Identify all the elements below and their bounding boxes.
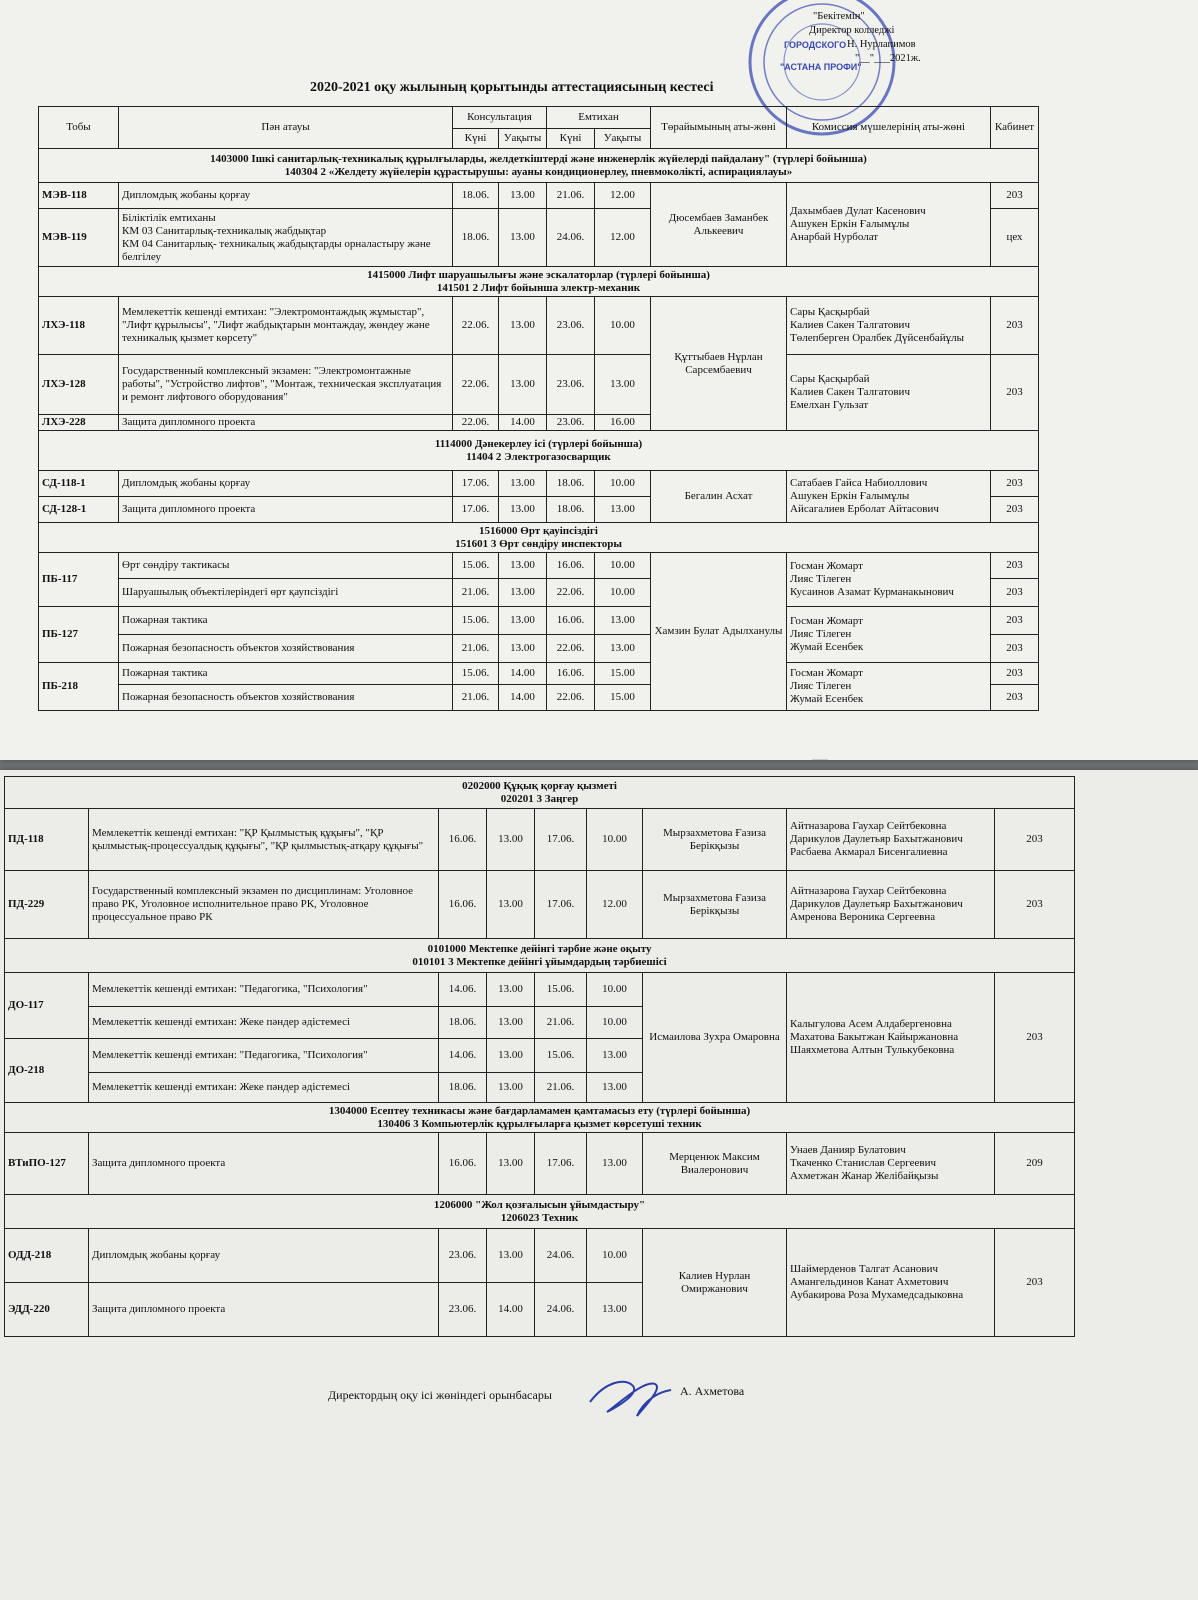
cons-day-cell: 18.06. bbox=[453, 209, 499, 267]
subject-cell: Защита дипломного проекта bbox=[119, 415, 453, 431]
approval-line-3: Н. Нурлапимов bbox=[847, 39, 916, 50]
commission-cell bbox=[787, 297, 991, 355]
exam-time-cell: 12.00 bbox=[595, 209, 651, 267]
stamp-text-1: "АСТАНА ПРОФИ" bbox=[780, 62, 862, 72]
exam-day-cell: 24.06. bbox=[535, 1283, 587, 1337]
group-cell: ВТиПО-127 bbox=[5, 1133, 89, 1195]
section-line: 1516000 Өрт қауіпсіздігі bbox=[479, 524, 598, 537]
commission-member: Ткаченко Станислав Сергеевич bbox=[790, 1157, 936, 1169]
commission-member: Жумай Есенбек bbox=[790, 641, 864, 653]
commission-member: Жумай Есенбек bbox=[790, 693, 864, 705]
schedule-table-2 bbox=[4, 776, 1075, 1337]
footer-name: А. Ахметова bbox=[680, 1384, 745, 1398]
section-line: 1206000 "Жол қозғалысын ұйымдастыру" bbox=[433, 1198, 646, 1211]
exam-time-cell: 13.00 bbox=[587, 1133, 643, 1195]
cabinet-cell: 203 bbox=[991, 579, 1039, 607]
exam-day-cell: 21.06. bbox=[547, 183, 595, 209]
subject-cell: Дипломдық жобаны қорғау bbox=[119, 183, 453, 209]
section-heading bbox=[39, 523, 1039, 553]
commission-member: Айтназарова Гаухар Сейтбековна bbox=[790, 885, 947, 897]
cabinet-cell: 203 bbox=[991, 663, 1039, 685]
header-consultation: Консультация bbox=[453, 107, 547, 129]
cabinet-cell: 203 bbox=[991, 355, 1039, 431]
header-exam-day: Күні bbox=[547, 129, 595, 149]
cons-day-cell: 16.06. bbox=[439, 1133, 487, 1195]
section-line: 1114000 Дәнекерлеу ісі (түрлері бойынша) bbox=[434, 437, 643, 450]
exam-time-cell: 10.00 bbox=[595, 297, 651, 355]
subject-cell: Шаруашылық объектілеріндегі өрт қаупсіздігі bbox=[119, 579, 453, 607]
exam-day-cell: 22.06. bbox=[547, 579, 595, 607]
exam-day-cell: 15.06. bbox=[535, 973, 587, 1007]
exam-day-cell: 24.06. bbox=[547, 209, 595, 267]
group-cell: МЭВ-118 bbox=[39, 183, 119, 209]
subject-cell bbox=[119, 209, 453, 267]
cabinet-cell: 203 bbox=[991, 183, 1039, 209]
section-heading bbox=[5, 1103, 1075, 1133]
cons-time-cell: 13.00 bbox=[499, 297, 547, 355]
commission-cell bbox=[787, 553, 991, 607]
commission-member: Амренова Вероника Сергеевна bbox=[790, 911, 936, 923]
exam-time-cell: 13.00 bbox=[595, 355, 651, 415]
cabinet-cell: 203 bbox=[991, 635, 1039, 663]
cons-day-cell: 21.06. bbox=[453, 579, 499, 607]
commission-member: Ашукен Еркін Ғалымұлы bbox=[790, 490, 910, 502]
commission-member: Госман Жомарт bbox=[790, 667, 863, 679]
subject-cell: Мемлекеттік кешенді емтихан: "Педагогика, "Психология" bbox=[89, 1039, 439, 1073]
page-title: 2020-2021 оқу жылының қорытынды аттестациясының кестесі bbox=[310, 80, 714, 95]
commission-cell bbox=[787, 183, 991, 267]
header-cabinet: Кабинет bbox=[991, 107, 1039, 149]
cons-time-cell: 13.00 bbox=[499, 497, 547, 523]
commission-member: Анарбай Нурболат bbox=[790, 231, 879, 243]
commission-member: Сары Қасқырбай bbox=[790, 306, 870, 318]
exam-day-cell: 17.06. bbox=[535, 1133, 587, 1195]
commission-cell bbox=[787, 355, 991, 431]
commission-member: Айтназарова Гаухар Сейтбековна bbox=[790, 820, 947, 832]
subject-cell: Мемлекеттік кешенді емтихан: "Электромонтаждық жұмыстар", "Лифт құрылысы", "Лифт жабдықтарын монтаждау, жөндеу және техникалық қызмет көрсету" bbox=[119, 297, 453, 355]
stamp-text-2: ГОРОДСКОГО bbox=[784, 40, 847, 50]
subject-line: КМ 04 Санитарлық- техникалық жабдықтарды орналастыру және белгілеу bbox=[122, 237, 431, 263]
cons-day-cell: 16.06. bbox=[439, 809, 487, 871]
subject-cell: Мемлекеттік кешенді емтихан: Жеке пәндер әдістемесі bbox=[89, 1007, 439, 1039]
header-group: Тобы bbox=[39, 107, 119, 149]
subject-cell: Пожарная тактика bbox=[119, 607, 453, 635]
approval-block bbox=[785, 10, 921, 66]
commission-member: Лияс Тілеген bbox=[790, 628, 852, 640]
cons-day-cell: 18.06. bbox=[453, 183, 499, 209]
cons-day-cell: 18.06. bbox=[439, 1007, 487, 1039]
exam-time-cell: 10.00 bbox=[595, 579, 651, 607]
commission-member: Лияс Тілеген bbox=[790, 680, 852, 692]
header-subject: Пән атауы bbox=[119, 107, 453, 149]
section-line: 010101 3 Мектепке дейінгі ұйымдардың тәрбиешісі bbox=[412, 955, 667, 968]
exam-day-cell: 17.06. bbox=[535, 809, 587, 871]
exam-day-cell: 23.06. bbox=[547, 355, 595, 415]
exam-time-cell: 10.00 bbox=[587, 809, 643, 871]
cons-time-cell: 13.00 bbox=[487, 871, 535, 939]
cabinet-cell: 203 bbox=[991, 553, 1039, 579]
group-cell: ЛХЭ-228 bbox=[39, 415, 119, 431]
cons-time-cell: 13.00 bbox=[499, 183, 547, 209]
cons-day-cell: 16.06. bbox=[439, 871, 487, 939]
exam-time-cell: 10.00 bbox=[587, 1007, 643, 1039]
commission-member: Емелхан Гульзат bbox=[790, 399, 869, 411]
commission-cell bbox=[787, 663, 991, 711]
cabinet-cell: 203 bbox=[995, 973, 1075, 1103]
commission-member: Лияс Тілеген bbox=[790, 573, 852, 585]
chair-cell: Хамзин Булат Адылханулы bbox=[651, 553, 787, 711]
schedule-table-1 bbox=[38, 106, 1039, 711]
exam-day-cell: 24.06. bbox=[535, 1229, 587, 1283]
group-cell: ДО-117 bbox=[5, 973, 89, 1039]
group-cell: ПД-118 bbox=[5, 809, 89, 871]
exam-time-cell: 13.00 bbox=[595, 497, 651, 523]
cabinet-cell: 203 bbox=[995, 871, 1075, 939]
cons-time-cell: 13.00 bbox=[487, 1133, 535, 1195]
commission-member: Дахымбаев Дулат Касенович bbox=[790, 205, 926, 217]
cons-time-cell: 13.00 bbox=[499, 471, 547, 497]
commission-cell bbox=[787, 1133, 995, 1195]
cons-time-cell: 13.00 bbox=[499, 209, 547, 267]
cons-day-cell: 22.06. bbox=[453, 355, 499, 415]
exam-time-cell: 12.00 bbox=[587, 871, 643, 939]
exam-time-cell: 13.00 bbox=[587, 1073, 643, 1103]
cons-time-cell: 13.00 bbox=[499, 355, 547, 415]
chair-cell: Бегалин Асхат bbox=[651, 471, 787, 523]
header-chair: Төрайымының аты-жөні bbox=[651, 107, 787, 149]
exam-day-cell: 22.06. bbox=[547, 635, 595, 663]
subject-cell: Государственный комплексный экзамен: "Электромонтажные работы", "Устройство лифтов", "Монтаж, техническая эксплуатация и ремонт лифтового оборудования" bbox=[119, 355, 453, 415]
header-commission: Комиссия мүшелерінің аты-жөні bbox=[787, 107, 991, 149]
exam-day-cell: 18.06. bbox=[547, 471, 595, 497]
exam-time-cell: 15.00 bbox=[595, 685, 651, 711]
commission-member: Амангельдинов Канат Ахметович bbox=[790, 1276, 949, 1288]
section-line: 0101000 Мектепке дейінгі тәрбие және оқыту bbox=[427, 942, 652, 955]
cabinet-cell: 203 bbox=[995, 1229, 1075, 1337]
cons-time-cell: 13.00 bbox=[499, 553, 547, 579]
group-cell: МЭВ-119 bbox=[39, 209, 119, 267]
cons-time-cell: 13.00 bbox=[487, 1039, 535, 1073]
exam-day-cell: 17.06. bbox=[535, 871, 587, 939]
subject-cell: Мемлекеттік кешенді емтихан: "Педагогика, "Психология" bbox=[89, 973, 439, 1007]
commission-member: Госман Жомарт bbox=[790, 615, 863, 627]
commission-member: Калиев Сакен Талгатович bbox=[790, 319, 910, 331]
commission-member: Госман Жомарт bbox=[790, 560, 863, 572]
subject-cell: Защита дипломного проекта bbox=[89, 1133, 439, 1195]
exam-time-cell: 16.00 bbox=[595, 415, 651, 431]
exam-time-cell: 10.00 bbox=[587, 973, 643, 1007]
commission-member: Унаев Данияр Булатович bbox=[790, 1144, 906, 1156]
section-heading bbox=[5, 1195, 1075, 1229]
cons-time-cell: 13.00 bbox=[487, 809, 535, 871]
section-line: 130406 3 Компьютерлік құрылғыларға қызмет көрсетуші техник bbox=[377, 1117, 702, 1130]
subject-cell: Пожарная безопасность объектов хозяйствования bbox=[119, 685, 453, 711]
cons-day-cell: 15.06. bbox=[453, 553, 499, 579]
commission-cell bbox=[787, 1229, 995, 1337]
subject-line: Біліктілік емтиханы bbox=[122, 211, 216, 224]
exam-day-cell: 23.06. bbox=[547, 415, 595, 431]
cons-time-cell: 14.00 bbox=[499, 685, 547, 711]
exam-day-cell: 16.06. bbox=[547, 663, 595, 685]
group-cell: СД-118-1 bbox=[39, 471, 119, 497]
commission-member: Махатова Бакытжан Кайыржановна bbox=[790, 1031, 959, 1043]
commission-member: Кусаинов Азамат Курманакынович bbox=[790, 586, 954, 598]
exam-day-cell: 21.06. bbox=[535, 1073, 587, 1103]
subject-line: КМ 03 Санитарлық-техникалық жабдықтар bbox=[122, 224, 327, 237]
approval-line-2: Директор колледжі bbox=[809, 25, 895, 36]
exam-time-cell: 12.00 bbox=[595, 183, 651, 209]
group-cell: ДО-218 bbox=[5, 1039, 89, 1103]
subject-cell: Пожарная безопасность объектов хозяйствования bbox=[119, 635, 453, 663]
header-exam-time: Уақыты bbox=[595, 129, 651, 149]
section-line: 1206023 Техник bbox=[500, 1211, 579, 1224]
group-cell: СД-128-1 bbox=[39, 497, 119, 523]
chair-cell: Калиев Нурлан Омиржанович bbox=[643, 1229, 787, 1337]
exam-time-cell: 13.00 bbox=[587, 1283, 643, 1337]
cons-day-cell: 23.06. bbox=[439, 1229, 487, 1283]
group-cell: ПД-229 bbox=[5, 871, 89, 939]
exam-time-cell: 10.00 bbox=[595, 471, 651, 497]
commission-member: Дарикулов Даулетьяр Бахытжанович bbox=[790, 898, 963, 910]
cons-time-cell: 13.00 bbox=[499, 579, 547, 607]
subject-cell: Защита дипломного проекта bbox=[89, 1283, 439, 1337]
group-cell: ЛХЭ-128 bbox=[39, 355, 119, 415]
section-line: 141501 2 Лифт бойынша электр-механик bbox=[436, 281, 641, 294]
approval-line-1: "Бекітемін" bbox=[813, 11, 865, 22]
subject-cell: Мемлекеттік кешенді емтихан: Жеке пәндер әдістемесі bbox=[89, 1073, 439, 1103]
section-heading bbox=[39, 267, 1039, 297]
section-heading bbox=[5, 777, 1075, 809]
cabinet-cell: 203 bbox=[991, 497, 1039, 523]
commission-member: Төлепберген Оралбек Дүйсенбайұлы bbox=[790, 332, 964, 344]
section-line: 1403000 Ішкі санитарлық-техникалық құрылғыларды, желдеткіштерді және инженерлік жүйелерді пайдалану" (түрлері бойынша) bbox=[210, 152, 867, 165]
faint-mark: —— bbox=[812, 754, 828, 763]
subject-cell: Государственный комплексный экзамен по дисциплинам: Уголовное право РК, Уголовное исполнительное право РК, Уголовное процессуальное право РК bbox=[89, 871, 439, 939]
cabinet-cell: 203 bbox=[991, 297, 1039, 355]
section-line: 1415000 Лифт шаруашылығы және эскалаторлар (түрлері бойынша) bbox=[367, 268, 710, 281]
section-line: 1304000 Есептеу техникасы және бағдарламамен қамтамасыз ету (түрлері бойынша) bbox=[328, 1104, 751, 1117]
group-cell: ПБ-117 bbox=[39, 553, 119, 607]
cabinet-cell: 203 bbox=[991, 685, 1039, 711]
cons-time-cell: 14.00 bbox=[499, 663, 547, 685]
header-cons-time: Уақыты bbox=[499, 129, 547, 149]
group-cell: ПБ-218 bbox=[39, 663, 119, 711]
commission-cell bbox=[787, 973, 995, 1103]
chair-cell: Дюсембаев Заманбек Алькеевич bbox=[651, 183, 787, 267]
cons-time-cell: 14.00 bbox=[499, 415, 547, 431]
footer-position: Директордың оқу ісі жөніндегі орынбасары bbox=[328, 1388, 552, 1402]
commission-member: Шаяхметова Алтын Тулькубековна bbox=[790, 1044, 955, 1056]
exam-day-cell: 22.06. bbox=[547, 685, 595, 711]
commission-cell bbox=[787, 471, 991, 523]
cons-day-cell: 17.06. bbox=[453, 497, 499, 523]
commission-member: Шаймерденов Талгат Асанович bbox=[790, 1263, 939, 1275]
subject-cell: Пожарная тактика bbox=[119, 663, 453, 685]
exam-day-cell: 23.06. bbox=[547, 297, 595, 355]
group-cell: ОДД-218 bbox=[5, 1229, 89, 1283]
group-cell: ПБ-127 bbox=[39, 607, 119, 663]
commission-member: Сатабаев Гайса Набиоллович bbox=[790, 477, 928, 489]
section-line: 151601 3 Өрт сөндіру инспекторы bbox=[455, 537, 622, 550]
subject-cell: Өрт сөндіру тактикасы bbox=[119, 553, 453, 579]
cons-day-cell: 17.06. bbox=[453, 471, 499, 497]
cabinet-cell: 203 bbox=[995, 809, 1075, 871]
chair-cell: Құттыбаев Нұрлан Сарсембаевич bbox=[651, 297, 787, 431]
cons-day-cell: 22.06. bbox=[453, 415, 499, 431]
cons-time-cell: 13.00 bbox=[487, 1073, 535, 1103]
approval-line-4: "__"___2021ж. bbox=[855, 53, 921, 64]
cons-time-cell: 13.00 bbox=[499, 635, 547, 663]
exam-day-cell: 18.06. bbox=[547, 497, 595, 523]
cabinet-cell: 209 bbox=[995, 1133, 1075, 1195]
commission-member: Ахметжан Жанар Желібайқызы bbox=[790, 1170, 939, 1182]
commission-cell bbox=[787, 809, 995, 871]
group-cell: ЭДД-220 bbox=[5, 1283, 89, 1337]
group-cell: ЛХЭ-118 bbox=[39, 297, 119, 355]
cons-time-cell: 13.00 bbox=[499, 607, 547, 635]
chair-cell: Мырзахметова Ғазиза Берікқызы bbox=[643, 809, 787, 871]
cons-day-cell: 21.06. bbox=[453, 635, 499, 663]
commission-member: Калиев Сакен Талгатович bbox=[790, 386, 910, 398]
commission-member: Айсагалиев Ерболат Айтасович bbox=[790, 503, 939, 515]
cabinet-cell: цех bbox=[991, 209, 1039, 267]
commission-member: Сары Қасқырбай bbox=[790, 373, 870, 385]
cons-day-cell: 15.06. bbox=[453, 663, 499, 685]
exam-time-cell: 10.00 bbox=[595, 553, 651, 579]
cons-day-cell: 22.06. bbox=[453, 297, 499, 355]
cons-day-cell: 18.06. bbox=[439, 1073, 487, 1103]
exam-time-cell: 10.00 bbox=[587, 1229, 643, 1283]
cons-time-cell: 13.00 bbox=[487, 1229, 535, 1283]
exam-day-cell: 15.06. bbox=[535, 1039, 587, 1073]
commission-member: Дарикулов Даулетьяр Бахытжанович bbox=[790, 833, 963, 845]
cons-time-cell: 13.00 bbox=[487, 1007, 535, 1039]
exam-time-cell: 13.00 bbox=[587, 1039, 643, 1073]
section-line: 140304 2 «Желдету жүйелерін құрастырушы: ауаны кондиционерлеу, пневмоколікті, аспирациялауы» bbox=[284, 165, 793, 178]
commission-cell bbox=[787, 607, 991, 663]
commission-member: Калыгулова Асем Алдабергеновна bbox=[790, 1018, 952, 1030]
cabinet-cell: 203 bbox=[991, 471, 1039, 497]
chair-cell: Мерценюк Максим Виалеронович bbox=[643, 1133, 787, 1195]
header-cons-day: Күні bbox=[453, 129, 499, 149]
commission-member: Расбаева Акмарал Бисенгалиевна bbox=[790, 846, 948, 858]
section-line: 0202000 Құқық қорғау қызметі bbox=[462, 779, 617, 792]
exam-time-cell: 13.00 bbox=[595, 607, 651, 635]
subject-cell: Дипломдық жобаны қорғау bbox=[89, 1229, 439, 1283]
chair-cell: Мырзахметова Ғазиза Берікқызы bbox=[643, 871, 787, 939]
commission-member: Аубакирова Роза Мухамедсадыковна bbox=[790, 1289, 964, 1301]
cons-day-cell: 14.06. bbox=[439, 973, 487, 1007]
cons-day-cell: 15.06. bbox=[453, 607, 499, 635]
section-heading bbox=[39, 431, 1039, 471]
cabinet-cell: 203 bbox=[991, 607, 1039, 635]
section-heading bbox=[39, 149, 1039, 183]
cons-time-cell: 14.00 bbox=[487, 1283, 535, 1337]
exam-day-cell: 21.06. bbox=[535, 1007, 587, 1039]
exam-day-cell: 16.06. bbox=[547, 607, 595, 635]
exam-day-cell: 16.06. bbox=[547, 553, 595, 579]
chair-cell: Исмаилова Зухра Омаровна bbox=[643, 973, 787, 1103]
subject-cell: Мемлекеттік кешенді емтихан: "ҚР Қылмыстық құқығы", "ҚР қылмыстық-процессуалдық құқығы", "ҚР қылмыстық-атқару құқығы" bbox=[89, 809, 439, 871]
commission-cell bbox=[787, 871, 995, 939]
section-line: 11404 2 Электрогазосварщик bbox=[466, 450, 611, 463]
cons-day-cell: 21.06. bbox=[453, 685, 499, 711]
subject-cell: Защита дипломного проекта bbox=[119, 497, 453, 523]
section-heading bbox=[5, 939, 1075, 973]
cons-day-cell: 14.06. bbox=[439, 1039, 487, 1073]
cons-day-cell: 23.06. bbox=[439, 1283, 487, 1337]
signature bbox=[585, 1372, 675, 1420]
section-line: 020201 3 Заңгер bbox=[500, 792, 579, 805]
commission-member: Ашукен Еркін Ғалымұлы bbox=[790, 218, 910, 230]
header-exam: Емтихан bbox=[547, 107, 651, 129]
subject-cell: Дипломдық жобаны қорғау bbox=[119, 471, 453, 497]
exam-time-cell: 13.00 bbox=[595, 635, 651, 663]
cons-time-cell: 13.00 bbox=[487, 973, 535, 1007]
exam-time-cell: 15.00 bbox=[595, 663, 651, 685]
